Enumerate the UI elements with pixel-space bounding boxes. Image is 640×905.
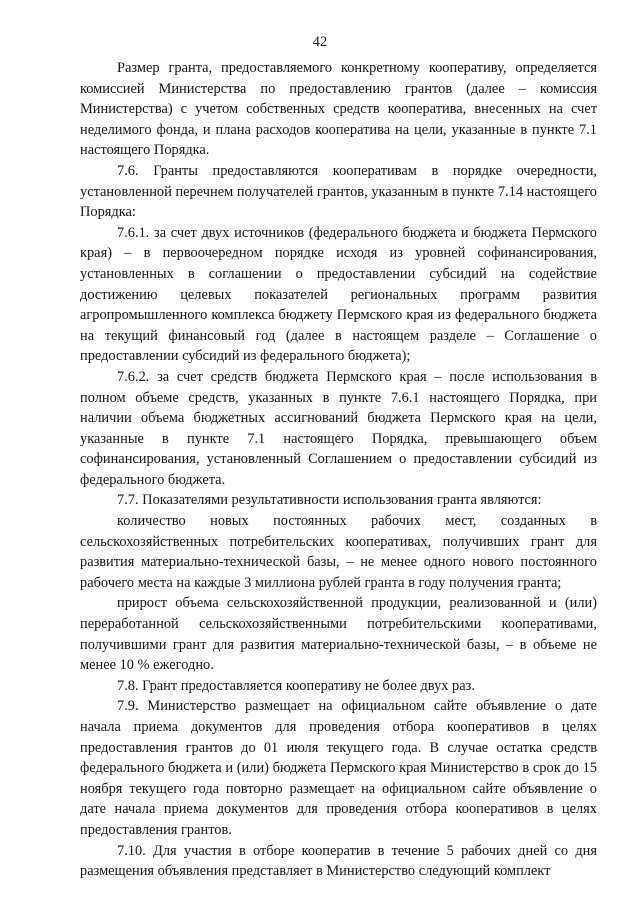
paragraph-production-indicator: прирост объема сельскохозяйственной продукции, реализованной и (или) переработанной сельскохозяйственными потребительскими кооперативами, получившими грант для развития материально-технической базы, – в объеме не менее 10 % ежегодно.	[80, 595, 597, 674]
page-number: 42	[312, 34, 328, 50]
paragraph-7-8: 7.8. Грант предоставляется кооперативу не более двух раз.	[117, 677, 475, 694]
paragraph-7-6: 7.6. Гранты предоставляются кооперативам в порядке очередности, установленной перечнем получателей грантов, указанным в пункте 7.14 настоящего Порядка:	[80, 162, 597, 221]
paragraph-jobs-indicator: количество новых постоянных рабочих мест, созданных в сельскохозяйственных потребительских кооперативах, получивших грант для развития материально-технической базы, – не менее одного нового постоянного рабочего места на каждые 3 миллиона рублей гранта в году получения гранта;	[80, 513, 597, 591]
paragraph-7-6-2: 7.6.2. за счет средств бюджета Пермского края – после использования в полном объеме средств, указанных в пункте 7.6.1 настоящего Порядка, при наличии объема бюджетных ассигнований бюджета Пермского края на цели, указанные в пункте 7.1 настоящего Порядка, превышающего объем софинансирования, установленный Соглашением о предоставлении субсидий из федерального бюджета.	[80, 368, 597, 488]
paragraph-7-10: 7.10. Для участия в отборе кооператив в течение 5 рабочих дней со дня размещения объявления представляет в Министерство следующий комплект	[80, 842, 597, 880]
paragraph-7-9: 7.9. Министерство размещает на официальном сайте объявление о дате начала приема документов для проведения отбора кооперативов в целях предоставления грантов до 01 июля текущего года. В случае остатка средств федерального бюджета и (или) бюджета Пермского края Министерство в срок до 15 ноября текущего года повторно размещает на официальном сайте объявление о дате начала приема документов для проведения отбора кооперативов в целях предоставления грантов.	[80, 698, 597, 838]
paragraph-grant-size: Размер гранта, предоставляемого конкретному кооперативу, определяется комиссией Министерства по предоставлению грантов (далее – комиссия Министерства) с учетом собственных средств кооператива, внесенных на счет неделимого фонда, и плана расходов кооператива на цели, указанные в пункте 7.1 настоящего Порядка.	[80, 60, 597, 159]
paragraph-7-7: 7.7. Показателями результативности использования гранта являются:	[117, 492, 542, 509]
document-body	[80, 58, 597, 882]
paragraph-7-6-1: 7.6.1. за счет двух источников (федерального бюджета и бюджета Пермского края) – в первоочередном порядке исходя из уровней софинансирования, установленных в соглашении о предоставлении субсидий на содействие достижению целевых показателей региональных программ развития агропромышленного комплекса бюджету Пермского края из федерального бюджета на текущий финансовый год (далее в настоящем разделе – Соглашение о предоставлении субсидий из федерального бюджета);	[80, 224, 597, 365]
